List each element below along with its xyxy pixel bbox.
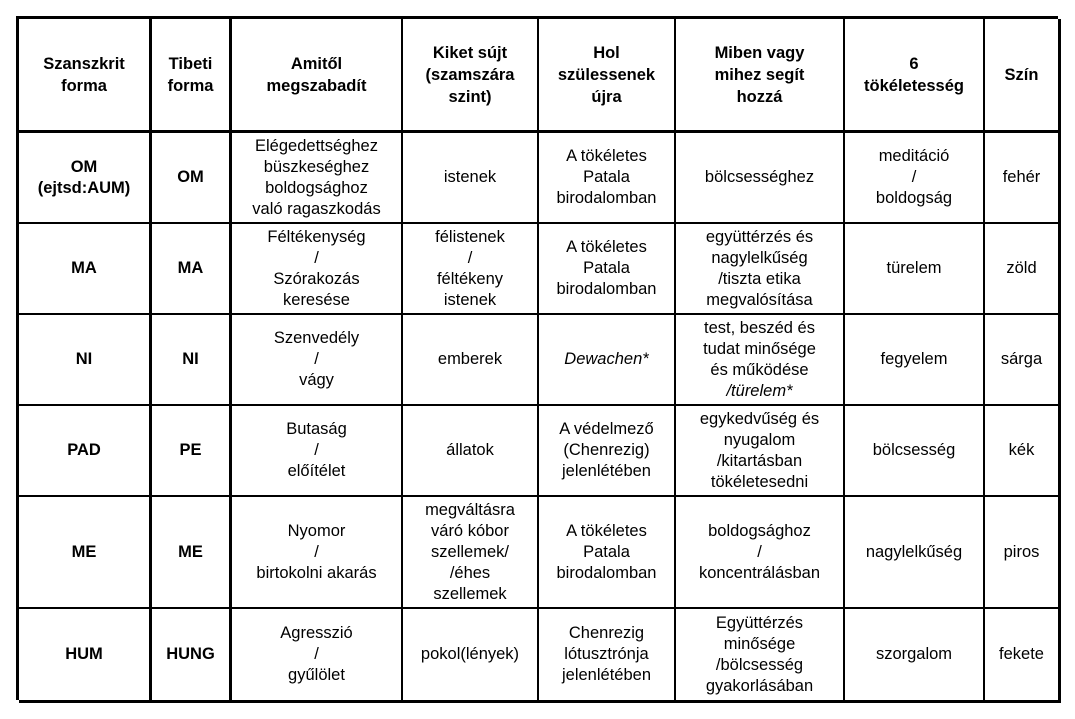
- header-afflicts: Kiket sújt (szamszára szint): [403, 19, 539, 133]
- helps-with-ni-italic: /türelem*: [726, 381, 793, 400]
- cell-helps-with-pad: egykedvűség és nyugalom /kitartásban tökéletesedni: [676, 406, 845, 497]
- header-helps-with: Miben vagy mihez segít hozzá: [676, 19, 845, 133]
- cell-sanskrit-om: OM (ejtsd:AUM): [19, 133, 152, 224]
- cell-color-me: piros: [985, 497, 1061, 609]
- cell-helps-with-me: boldogsághoz / koncentrálásban: [676, 497, 845, 609]
- cell-color-ni: sárga: [985, 315, 1061, 406]
- header-perfection: 6 tökéletesség: [845, 19, 985, 133]
- cell-helps-with-hum: Együttérzés minősége /bölcsesség gyakorlásában: [676, 609, 845, 703]
- cell-color-hum: fekete: [985, 609, 1061, 703]
- cell-perfection-me: nagylelkűség: [845, 497, 985, 609]
- cell-frees-from-hum: Agresszió / gyűlölet: [232, 609, 403, 703]
- cell-helps-with-ni: [676, 315, 845, 406]
- header-color: Szín: [985, 19, 1061, 133]
- cell-color-om: fehér: [985, 133, 1061, 224]
- helps-with-ni-main: test, beszéd és tudat minősége és működése: [703, 318, 816, 379]
- cell-frees-from-me: Nyomor / birtokolni akarás: [232, 497, 403, 609]
- cell-perfection-hum: szorgalom: [845, 609, 985, 703]
- cell-sanskrit-hum: HUM: [19, 609, 152, 703]
- cell-sanskrit-ma: MA: [19, 224, 152, 315]
- cell-frees-from-ma: Féltékenység / Szórakozás keresése: [232, 224, 403, 315]
- helps-with-ni-text: [703, 318, 816, 402]
- cell-frees-from-om: Elégedettséghez büszkeséghez boldogsághoz való ragaszkodás: [232, 133, 403, 224]
- cell-afflicts-ma: félistenek / féltékeny istenek: [403, 224, 539, 315]
- cell-rebirth-pad: A védelmező (Chenrezig) jelenlétében: [539, 406, 676, 497]
- cell-rebirth-om: A tökéletes Patala birodalomban: [539, 133, 676, 224]
- cell-rebirth-me: A tökéletes Patala birodalomban: [539, 497, 676, 609]
- cell-tibetan-ma: MA: [152, 224, 232, 315]
- header-frees-from: Amitől megszabadít: [232, 19, 403, 133]
- cell-afflicts-ni: emberek: [403, 315, 539, 406]
- cell-afflicts-pad: állatok: [403, 406, 539, 497]
- cell-rebirth-ni: Dewachen*: [539, 315, 676, 406]
- cell-sanskrit-ni: NI: [19, 315, 152, 406]
- cell-frees-from-ni: Szenvedély / vágy: [232, 315, 403, 406]
- header-tibetan-form: Tibeti forma: [152, 19, 232, 133]
- header-rebirth: Hol szülessenek újra: [539, 19, 676, 133]
- cell-tibetan-ni: NI: [152, 315, 232, 406]
- cell-color-pad: kék: [985, 406, 1061, 497]
- cell-perfection-pad: bölcsesség: [845, 406, 985, 497]
- cell-afflicts-hum: pokol(lények): [403, 609, 539, 703]
- cell-perfection-ni: fegyelem: [845, 315, 985, 406]
- cell-color-ma: zöld: [985, 224, 1061, 315]
- cell-perfection-om: meditáció / boldogság: [845, 133, 985, 224]
- cell-frees-from-pad: Butaság / előítélet: [232, 406, 403, 497]
- mantra-table: [16, 16, 1058, 700]
- cell-sanskrit-me: ME: [19, 497, 152, 609]
- cell-tibetan-hum: HUNG: [152, 609, 232, 703]
- cell-perfection-ma: türelem: [845, 224, 985, 315]
- cell-sanskrit-pad: PAD: [19, 406, 152, 497]
- cell-afflicts-me: megváltásra váró kóbor szellemek/ /éhes szellemek: [403, 497, 539, 609]
- cell-rebirth-hum: Chenrezig lótusztrónja jelenlétében: [539, 609, 676, 703]
- cell-helps-with-om: bölcsességhez: [676, 133, 845, 224]
- header-sanskrit-form: Szanszkrit forma: [19, 19, 152, 133]
- cell-afflicts-om: istenek: [403, 133, 539, 224]
- cell-tibetan-me: ME: [152, 497, 232, 609]
- cell-helps-with-ma: együttérzés és nagylelkűség /tiszta etika megvalósítása: [676, 224, 845, 315]
- cell-rebirth-ma: A tökéletes Patala birodalomban: [539, 224, 676, 315]
- cell-tibetan-pad: PE: [152, 406, 232, 497]
- cell-tibetan-om: OM: [152, 133, 232, 224]
